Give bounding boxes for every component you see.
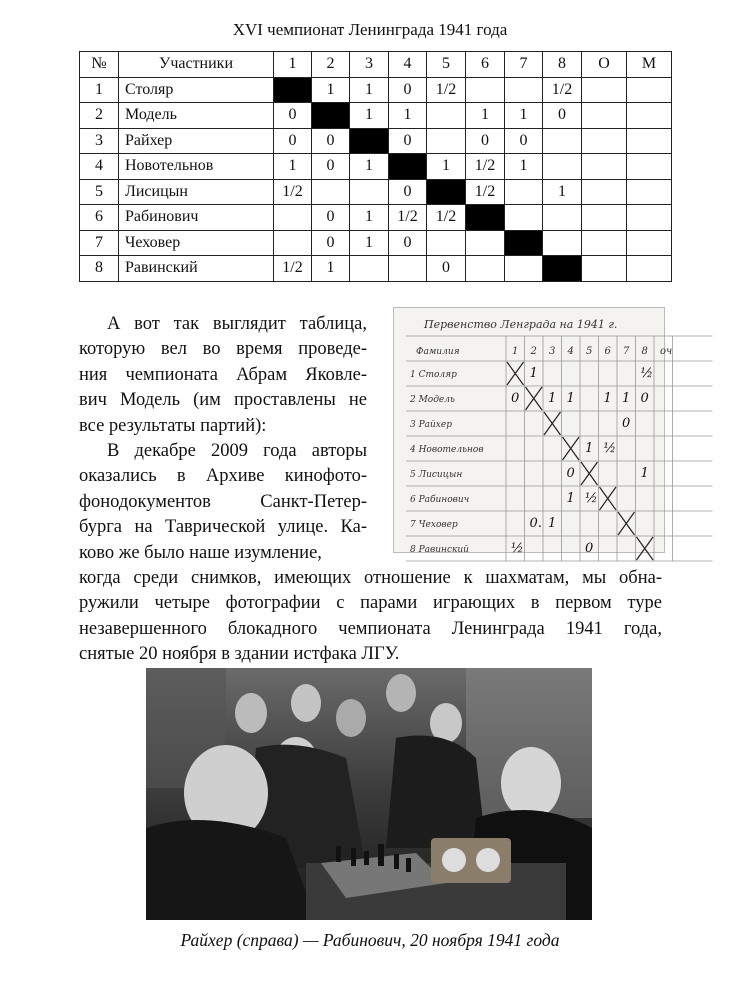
scan-col-number: 1 [512, 346, 519, 357]
text-line: ружили четыре фотографии с парами играющих в первом туре [79, 593, 662, 614]
scan-name: 2 Модель [410, 395, 455, 405]
result-cell: 0 [312, 230, 350, 256]
result-cell [427, 128, 466, 154]
column-header: 4 [389, 52, 427, 78]
table-row [80, 154, 672, 180]
row-number: 8 [80, 256, 119, 282]
row-number: 5 [80, 179, 119, 205]
text-line: В декабре 2009 года авторы [107, 441, 367, 461]
result-cell: 1 [274, 154, 312, 180]
participant-name: Новотельнов [119, 154, 274, 180]
scan-mark: 1 [548, 391, 557, 406]
column-header: 2 [312, 52, 350, 78]
result-cell [312, 179, 350, 205]
result-cell: 1/2 [274, 256, 312, 282]
column-header: 7 [505, 52, 543, 78]
place-cell [627, 103, 672, 129]
scan-name: 3 Райхер [410, 420, 452, 430]
result-cell: 0 [312, 154, 350, 180]
scan-mark: 1 [640, 466, 649, 481]
row-number: 4 [80, 154, 119, 180]
points-cell [582, 179, 627, 205]
result-cell [427, 103, 466, 129]
place-cell [627, 230, 672, 256]
result-cell [543, 128, 582, 154]
scan-mark: 1 [548, 516, 557, 531]
text-line: ково же было наше изумление, [79, 542, 322, 563]
result-cell: 0 [274, 103, 312, 129]
scan-mark: ½ [640, 366, 654, 381]
scan-name: 5 Лисицын [410, 470, 463, 480]
result-cell: 0 [312, 205, 350, 231]
result-cell [350, 256, 389, 282]
scan-col-number: 4 [567, 346, 574, 357]
result-cell: 0 [466, 128, 505, 154]
result-cell: 1 [350, 77, 389, 103]
results-table [79, 51, 672, 282]
result-cell: 0 [543, 103, 582, 129]
result-cell: 1 [505, 103, 543, 129]
row-number: 1 [80, 77, 119, 103]
points-cell [582, 77, 627, 103]
place-cell [627, 205, 672, 231]
result-cell: 0 [505, 128, 543, 154]
handwritten-table-scan [393, 307, 673, 556]
table-row [80, 205, 672, 231]
result-cell: 1 [312, 256, 350, 282]
scan-mark: 1 [622, 391, 631, 406]
participant-name: Райхер [119, 128, 274, 154]
points-cell [582, 230, 627, 256]
participant-name: Равинский [119, 256, 274, 282]
result-cell: 1 [427, 154, 466, 180]
diagonal-cell [350, 128, 389, 154]
scan-mark: ½ [585, 491, 598, 506]
result-cell: 0 [389, 230, 427, 256]
result-cell [466, 77, 505, 103]
text-line: оказались в Архиве кинофото- [79, 466, 367, 487]
column-header: 8 [543, 52, 582, 78]
result-cell [427, 230, 466, 256]
scan-col-number: 7 [623, 346, 630, 357]
result-cell: 1/2 [274, 179, 312, 205]
result-cell [466, 230, 505, 256]
row-number: 6 [80, 205, 119, 231]
scan-mark: 1 [566, 491, 575, 506]
table-row [80, 103, 672, 129]
scan-mark: 0 [622, 416, 631, 431]
result-cell: 1/2 [427, 205, 466, 231]
text-line: которую вел во время проведе- [79, 339, 367, 360]
result-cell: 0 [389, 179, 427, 205]
handwritten-table-drawing [394, 308, 673, 556]
text-line: когда среди снимков, имеющих отношение к шахматам, мы обна- [79, 568, 662, 588]
result-cell: 1 [350, 154, 389, 180]
result-cell: 0 [427, 256, 466, 282]
place-cell [627, 179, 672, 205]
result-cell: 1 [350, 103, 389, 129]
scan-mark: 0. [529, 516, 542, 531]
scan-name: 4 Новотельнов [410, 445, 484, 455]
results-table-header [80, 52, 672, 78]
photo-illustration [146, 668, 592, 920]
result-cell: 1/2 [427, 77, 466, 103]
column-header: 6 [466, 52, 505, 78]
participant-name: Лисицын [119, 179, 274, 205]
scan-name: 1 Столяр [410, 370, 457, 380]
result-cell: 1 [389, 103, 427, 129]
result-cell: 0 [389, 128, 427, 154]
table-row [80, 230, 672, 256]
paragraph-table-intro [79, 312, 367, 439]
column-header: М [627, 52, 672, 78]
result-cell [543, 205, 582, 231]
result-cell [389, 256, 427, 282]
text-line: все результаты партий): [79, 415, 267, 436]
result-cell: 0 [312, 128, 350, 154]
participant-name: Рабинович [119, 205, 274, 231]
page-title: XVI чемпионат Ленинграда 1941 года [232, 20, 508, 39]
participant-name: Чеховер [119, 230, 274, 256]
text-line: незавершенного блокадного чемпионата Ленинграда 1941 года, [79, 618, 662, 639]
column-header: Участники [119, 52, 274, 78]
text-line: А вот так выглядит таблица, [107, 314, 367, 334]
result-cell: 1/2 [389, 205, 427, 231]
diagonal-cell [543, 256, 582, 282]
diagonal-cell [389, 154, 427, 180]
points-cell [582, 128, 627, 154]
scan-mark: 1 [603, 391, 612, 406]
result-cell: 1 [350, 205, 389, 231]
place-cell [627, 128, 672, 154]
scan-mark: 0 [566, 466, 575, 481]
paragraph-archive-continued [79, 566, 662, 668]
result-cell: 0 [274, 128, 312, 154]
scan-mark: 0 [511, 391, 520, 406]
scan-col-number: оч [660, 346, 673, 357]
column-header: № [80, 52, 119, 78]
text-line: снятые 20 ноября в здании истфака ЛГУ. [79, 644, 400, 665]
place-cell [627, 77, 672, 103]
row-number: 3 [80, 128, 119, 154]
results-table-body [80, 77, 672, 281]
table-row [80, 179, 672, 205]
diagonal-cell [505, 230, 543, 256]
scan-col-number: 6 [604, 346, 611, 357]
result-cell: 1/2 [466, 179, 505, 205]
text-line: фонодокументов Санкт-Петер- [79, 491, 367, 512]
text-line: вич Модель (им проставлены не [79, 390, 367, 411]
result-cell [350, 179, 389, 205]
scan-name: 6 Рабинович [410, 495, 470, 505]
photo-caption: Райхер (справа) — Рабинович, 20 ноября 1941 года [180, 930, 560, 950]
points-cell [582, 256, 627, 282]
points-cell [582, 205, 627, 231]
participant-name: Модель [119, 103, 274, 129]
scan-mark: ½ [511, 541, 524, 556]
result-cell [505, 77, 543, 103]
result-cell: 1 [350, 230, 389, 256]
scan-heading: Первенство Ленграда на 1941 г. [424, 318, 618, 331]
result-cell [543, 154, 582, 180]
column-header: 3 [350, 52, 389, 78]
scan-mark: 0 [585, 541, 594, 556]
text-line: ния чемпионата Абрам Яковле- [79, 364, 367, 385]
chess-players-photo [146, 668, 592, 920]
table-row [80, 256, 672, 282]
scan-mark: 1 [566, 391, 575, 406]
result-cell: 1/2 [543, 77, 582, 103]
result-cell [505, 205, 543, 231]
scan-col-number: 8 [641, 346, 648, 357]
points-cell [582, 154, 627, 180]
scan-mark: 1 [529, 366, 538, 381]
column-header: 5 [427, 52, 466, 78]
points-cell [582, 103, 627, 129]
result-cell [466, 256, 505, 282]
scan-mark: 0 [640, 391, 649, 406]
diagonal-cell [274, 77, 312, 103]
text-line: бурга на Таврической улице. Ка- [79, 517, 367, 538]
scan-col-number: 5 [586, 346, 593, 357]
diagonal-cell [466, 205, 505, 231]
result-cell: 1 [312, 77, 350, 103]
scan-name: 8 Равинский [410, 545, 469, 555]
result-cell [543, 230, 582, 256]
diagonal-cell [312, 103, 350, 129]
result-cell: 1/2 [466, 154, 505, 180]
scan-header-label: Фамилия [416, 347, 460, 357]
scan-col-number: 2 [530, 346, 537, 357]
column-header: 1 [274, 52, 312, 78]
result-cell [274, 230, 312, 256]
column-header: О [582, 52, 627, 78]
diagonal-cell [427, 179, 466, 205]
result-cell: 1 [505, 154, 543, 180]
result-cell: 0 [389, 77, 427, 103]
row-number: 7 [80, 230, 119, 256]
participant-name: Столяр [119, 77, 274, 103]
table-row [80, 128, 672, 154]
scan-mark: ½ [603, 441, 617, 456]
result-cell [505, 179, 543, 205]
result-cell: 1 [466, 103, 505, 129]
scan-mark: 1 [585, 441, 594, 456]
row-number: 2 [80, 103, 119, 129]
place-cell [627, 256, 672, 282]
scan-col-number: 3 [549, 346, 556, 357]
table-row [80, 77, 672, 103]
result-cell [505, 256, 543, 282]
result-cell: 1 [543, 179, 582, 205]
paragraph-archive [79, 439, 367, 566]
place-cell [627, 154, 672, 180]
scan-name: 7 Чеховер [410, 520, 458, 530]
result-cell [274, 205, 312, 231]
